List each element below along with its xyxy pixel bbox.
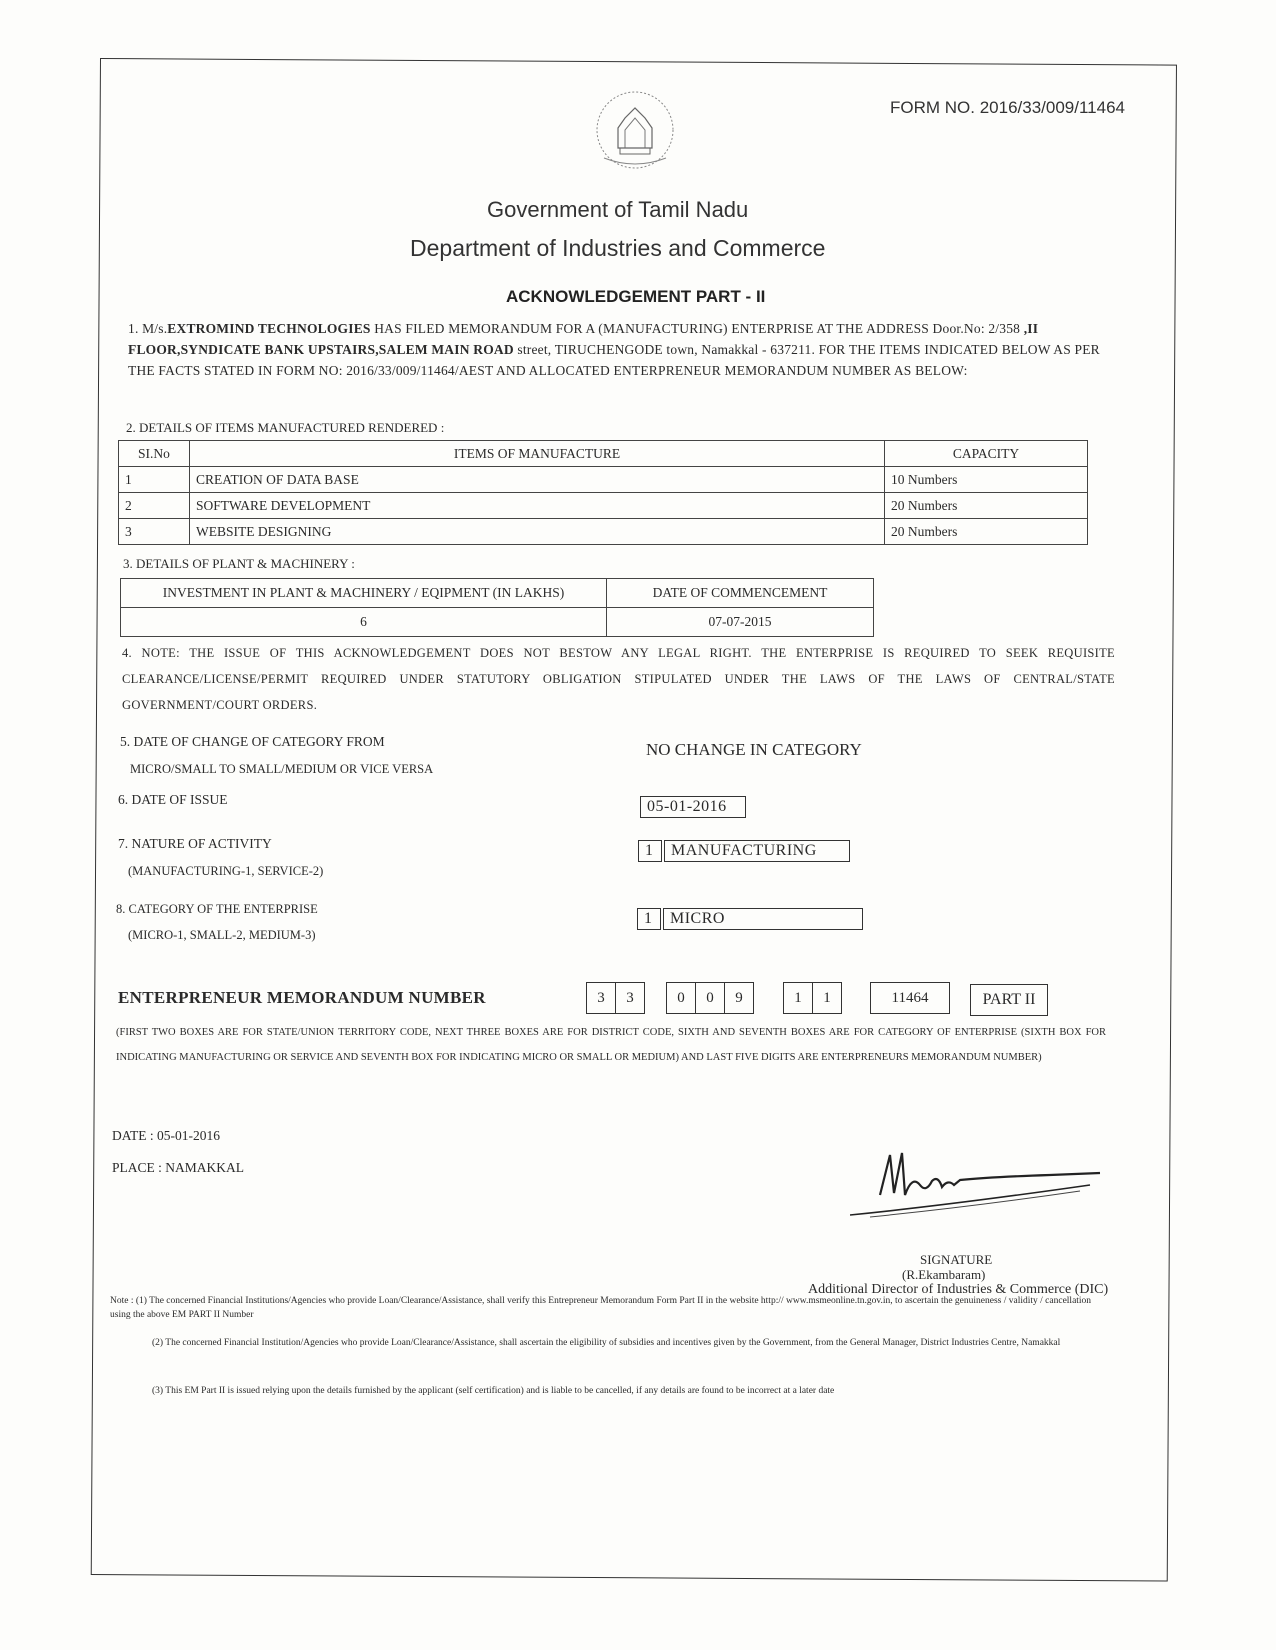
company-name: EXTROMIND TECHNOLOGIES — [167, 321, 371, 336]
em-digit-box: 3 — [615, 982, 645, 1014]
row-capacity: 20 Numbers — [885, 493, 1088, 519]
col-slno: SI.No — [119, 441, 190, 467]
signature-label: SIGNATURE — [920, 1252, 993, 1267]
signature-image — [850, 1135, 1110, 1225]
row-item: CREATION OF DATA BASE — [190, 467, 885, 493]
legal-note: 4. NOTE: THE ISSUE OF THIS ACKNOWLEDGEMENT DOES NOT BESTOW ANY LEGAL RIGHT. THE ENTERPRISE IS REQUIRED TO SEEK REQUISITE CLEARANCE/LICENSE/PERMIT REQUIRED UNDER STATUTORY OBLIGATION STIPULATED UNDER THE LAWS OF THE LAWS OF CENTRAL/STATE GOVERNMENT/COURT ORDERS. — [122, 646, 1115, 712]
col-item: ITEMS OF MANUFACTURE — [190, 441, 885, 467]
row-sl: 1 — [119, 467, 190, 493]
para-mid: HAS FILED MEMORANDUM FOR A (MANUFACTURING) ENTERPRISE AT THE ADDRESS Door.No: 2/358 — [370, 321, 1021, 336]
field7-sub: (MANUFACTURING-1, SERVICE-2) — [128, 864, 324, 878]
row-sl: 2 — [119, 493, 190, 519]
activity-value-box: MANUFACTURING — [664, 840, 850, 862]
commencement-date: 07-07-2015 — [607, 608, 874, 637]
row-capacity: 20 Numbers — [885, 519, 1088, 545]
em-digit-box: 0 — [695, 982, 725, 1014]
field5-sub: MICRO/SMALL TO SMALL/MEDIUM OR VICE VERSA — [130, 762, 434, 776]
issue-date: DATE : 05-01-2016 — [112, 1128, 220, 1143]
plant-table — [120, 578, 874, 637]
company-address: ,II FLOOR,SYNDICATE BANK UPSTAIRS,SALEM MAIN ROAD — [128, 321, 1039, 357]
department-title: Department of Industries and Commerce — [410, 235, 826, 261]
footnote-1: Note : (1) The concerned Financial Institutions/Agencies who provide Loan/Clearance/Assistance, shall verify this Entrepreneur Memorandum Form Part II in the website http:// www.msmeonline.tn.gov.in, to ascertain the genuineness / validity / cancellation using the above EM PART II Number — [110, 1296, 1092, 1320]
table-row — [121, 608, 874, 637]
field7-label: 7. NATURE OF ACTIVITY — [118, 836, 272, 851]
col-capacity: CAPACITY — [885, 441, 1088, 467]
footnote-3: (3) This EM Part II is issued relying upon the details furnished by the applicant (self certification) and is liable to be cancelled, if any details are found to be incorrect at a later date — [152, 1386, 835, 1396]
em-digit-box: 3 — [586, 982, 616, 1014]
field8-sub: (MICRO-1, SMALL-2, MEDIUM-3) — [128, 928, 316, 942]
em-digit-box: 1 — [783, 982, 813, 1014]
investment-value: 6 — [121, 608, 607, 637]
col-investment: INVESTMENT IN PLANT & MACHINERY / EQIPMENT (IN LAKHS) — [121, 579, 607, 608]
em-digit-box: 9 — [724, 982, 754, 1014]
table-row — [119, 493, 1088, 519]
government-title: Government of Tamil Nadu — [487, 197, 749, 222]
memorandum-paragraph — [128, 318, 1118, 381]
field8-label: 8. CATEGORY OF THE ENTERPRISE — [116, 902, 318, 916]
form-number: FORM NO. 2016/33/009/11464 — [890, 98, 1125, 117]
em-digit-box: 0 — [666, 982, 696, 1014]
em-number-label: ENTERPRENEUR MEMORANDUM NUMBER — [118, 988, 486, 1007]
items-heading: 2. DETAILS OF ITEMS MANUFACTURED RENDERED : — [126, 420, 445, 435]
para-prefix: 1. M/s. — [128, 321, 168, 336]
activity-code-box: 1 — [638, 840, 662, 862]
tamil-nadu-seal-emblem — [590, 88, 680, 172]
category-value-box: MICRO — [663, 908, 863, 930]
row-sl: 3 — [119, 519, 190, 545]
signatory-name: (R.Ekambaram) — [902, 1267, 986, 1282]
category-code-box: 1 — [637, 908, 661, 930]
footnote-2: (2) The concerned Financial Institution/Agencies who provide Loan/Clearance/Assistance, shall ascertain the eligibility of subsidies and incentives given by the Government, from the General Manager, District Industries Centre, Namakkal — [152, 1338, 1061, 1348]
issue-place: PLACE : NAMAKKAL — [112, 1160, 245, 1175]
field5-value: NO CHANGE IN CATEGORY — [646, 740, 862, 759]
row-capacity: 10 Numbers — [885, 467, 1088, 493]
table-row — [119, 467, 1088, 493]
para-rest: street, TIRUCHENGODE town, Namakkal - 637211. FOR THE ITEMS INDICATED BELOW AS PER THE FACTS STATED IN FORM NO: 2016/33/009/11464/AEST AND ALLOCATED ENTERPRENEUR MEMORANDUM NUMBER AS BELOW: — [128, 342, 1100, 378]
issue-date-box: 05-01-2016 — [640, 796, 746, 818]
em-number-note: (FIRST TWO BOXES ARE FOR STATE/UNION TERRITORY CODE, NEXT THREE BOXES ARE FOR DISTRICT CODE, SIXTH AND SEVENTH BOXES ARE FOR CATEGORY OF ENTERPRISE (SIXTH BOX FOR INDICATING MANUFACTURING OR SERVICE AND SEVENTH BOX FOR INDICATING MICRO OR SMALL OR MEDIUM) AND LAST FIVE DIGITS ARE ENTERPRENEURS MEMORANDUM NUMBER) — [116, 1027, 1106, 1063]
row-item: SOFTWARE DEVELOPMENT — [190, 493, 885, 519]
field6-label: 6. DATE OF ISSUE — [118, 792, 228, 807]
col-commencement: DATE OF COMMENCEMENT — [607, 579, 874, 608]
em-digit-box: 1 — [812, 982, 842, 1014]
signatory-title: Additional Director of Industries & Commerce (DIC) — [808, 1282, 1109, 1297]
plant-heading: 3. DETAILS OF PLANT & MACHINERY : — [123, 556, 355, 571]
row-item: WEBSITE DESIGNING — [190, 519, 885, 545]
table-row — [119, 519, 1088, 545]
items-table — [118, 440, 1088, 545]
field5-label: 5. DATE OF CHANGE OF CATEGORY FROM — [120, 734, 385, 749]
em-serial-box: 11464 — [870, 982, 950, 1014]
acknowledgement-title: ACKNOWLEDGEMENT PART - II — [506, 287, 766, 306]
em-part-box: PART II — [970, 984, 1048, 1016]
